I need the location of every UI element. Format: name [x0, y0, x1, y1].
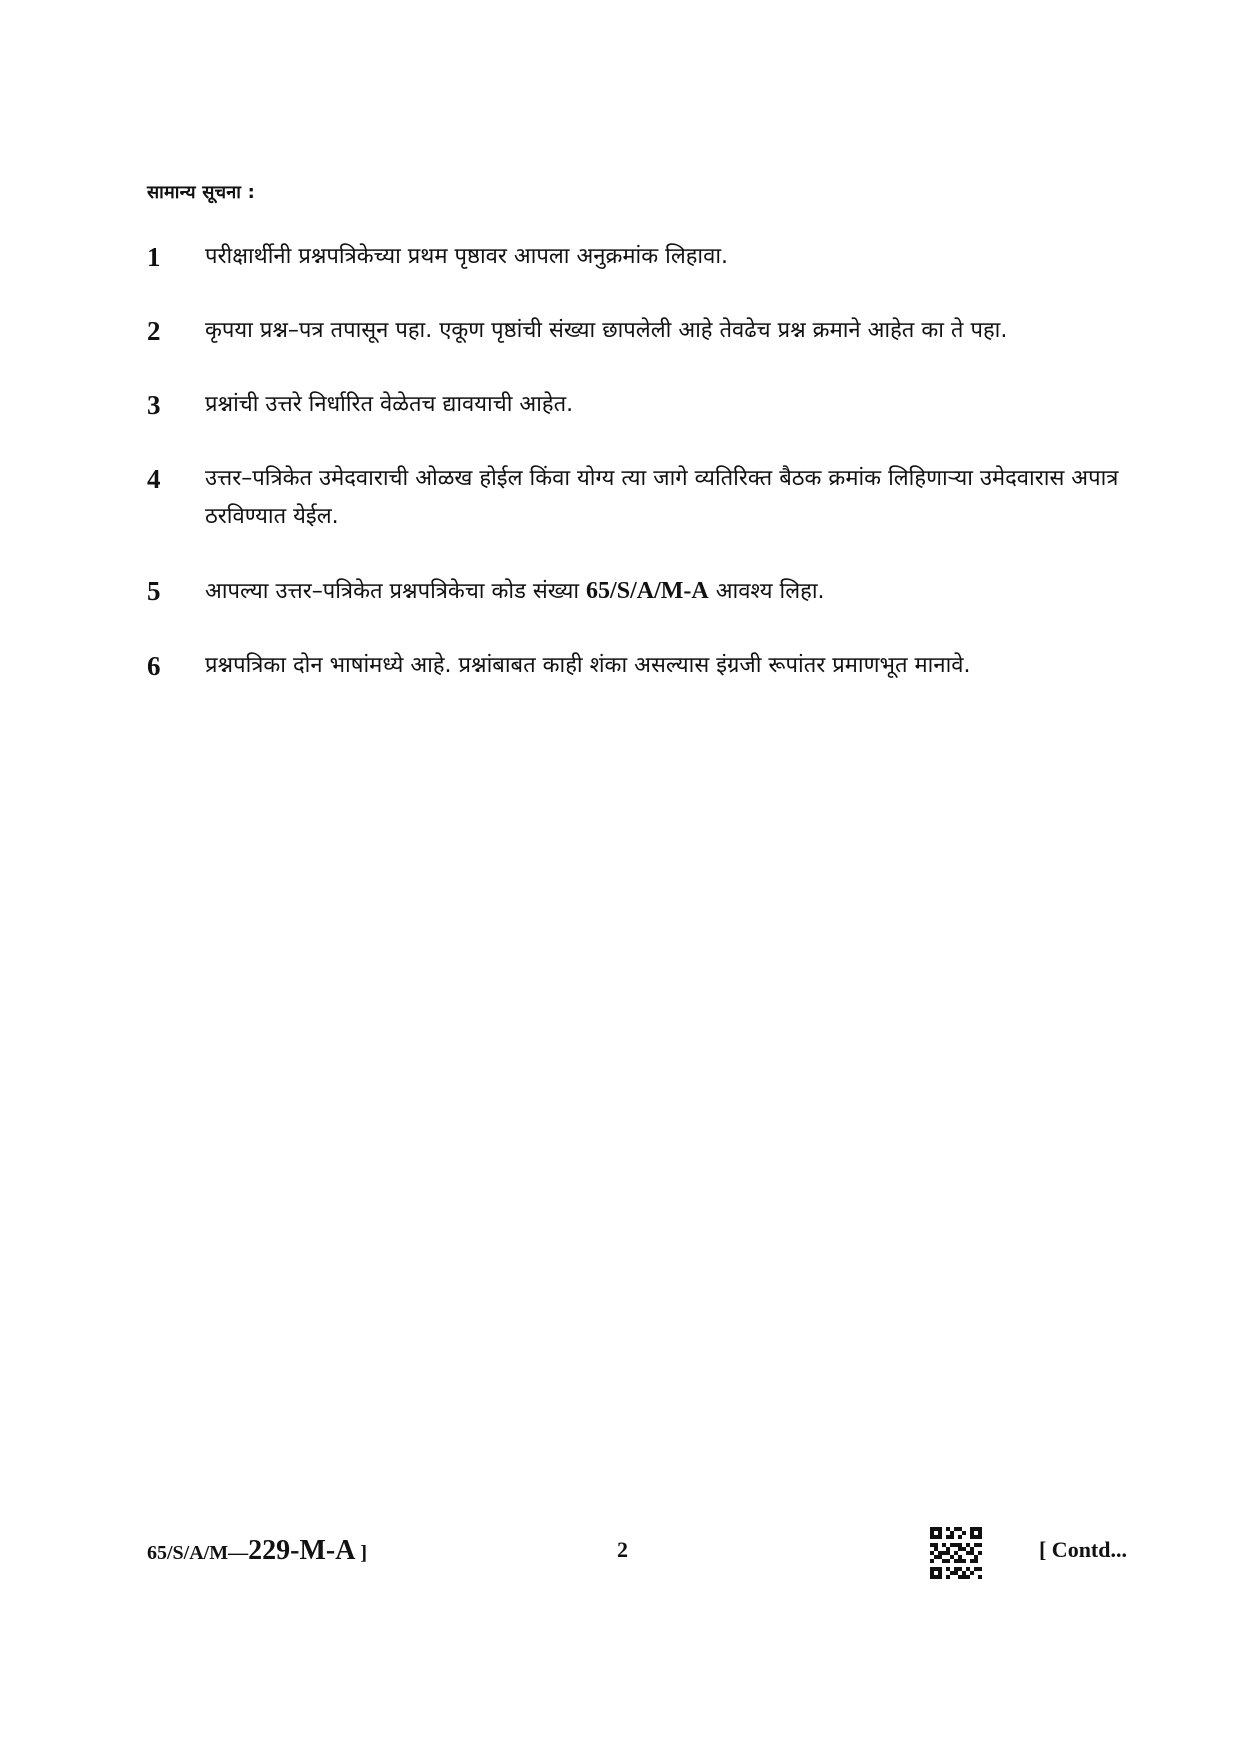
instruction-number: 2: [147, 316, 161, 346]
footer-code-prefix: 65/S/A/M—: [147, 1542, 249, 1564]
instruction-item: [147, 386, 1127, 424]
instruction-number: 4: [147, 464, 161, 494]
instruction-text: प्रश्नांची उत्तरे निर्धारित वेळेतच द्यावयाची आहेत.: [205, 392, 574, 417]
qr-code-icon: [930, 1527, 982, 1579]
instruction-number: 5: [147, 576, 161, 606]
instruction-text-after: आवश्य लिहा.: [715, 579, 825, 604]
footer-paper-code: [147, 1535, 367, 1567]
instruction-number: 1: [147, 242, 161, 272]
instruction-text: प्रश्नपत्रिका दोन भाषांमध्ये आहे. प्रश्नांबाबत काही शंका असल्यास इंग्रजी रूपांतर प्रमाणभूत मानावे.: [205, 653, 971, 678]
instruction-text: परीक्षार्थीनी प्रश्नपत्रिकेच्या प्रथम पृष्ठावर आपला अनुक्रमांक लिहावा.: [205, 244, 729, 269]
instruction-item: [147, 572, 1127, 611]
page-footer: [147, 1527, 1127, 1577]
instruction-item: [147, 460, 1127, 536]
instruction-item: [147, 647, 1127, 685]
instruction-text-before: आपल्या उत्तर–पत्रिकेत प्रश्नपत्रिकेचा कोड संख्या: [205, 579, 580, 604]
instruction-text: उत्तर–पत्रिकेत उमेदवाराची ओळख होईल किंवा योग्य त्या जागे व्यतिरिक्त बैठक क्रमांक लिहिणाऱ्या उमेदवारास अपात्र ठरविण्यात येईल.: [205, 466, 1119, 529]
instruction-item: [147, 312, 1127, 350]
footer-code-suffix: ]: [355, 1542, 368, 1564]
instruction-text: कृपया प्रश्न–पत्र तपासून पहा. एकूण पृष्ठांची संख्या छापलेली आहे तेवढेच प्रश्न क्रमाने आहेत का ते पहा.: [205, 318, 1008, 343]
instruction-number: 3: [147, 390, 161, 420]
instructions-list: [147, 238, 1127, 721]
continued-label: [ Contd...: [1038, 1537, 1127, 1562]
instruction-text: [205, 572, 1127, 611]
instruction-item: [147, 238, 1127, 276]
general-instructions-heading: सामान्य सूचना :: [147, 182, 255, 203]
page-number: 2: [617, 1537, 628, 1562]
question-paper-code: 65/S/A/M-A: [586, 578, 709, 604]
instruction-number: 6: [147, 651, 161, 681]
footer-code-main: 229-M-A: [248, 1535, 356, 1566]
